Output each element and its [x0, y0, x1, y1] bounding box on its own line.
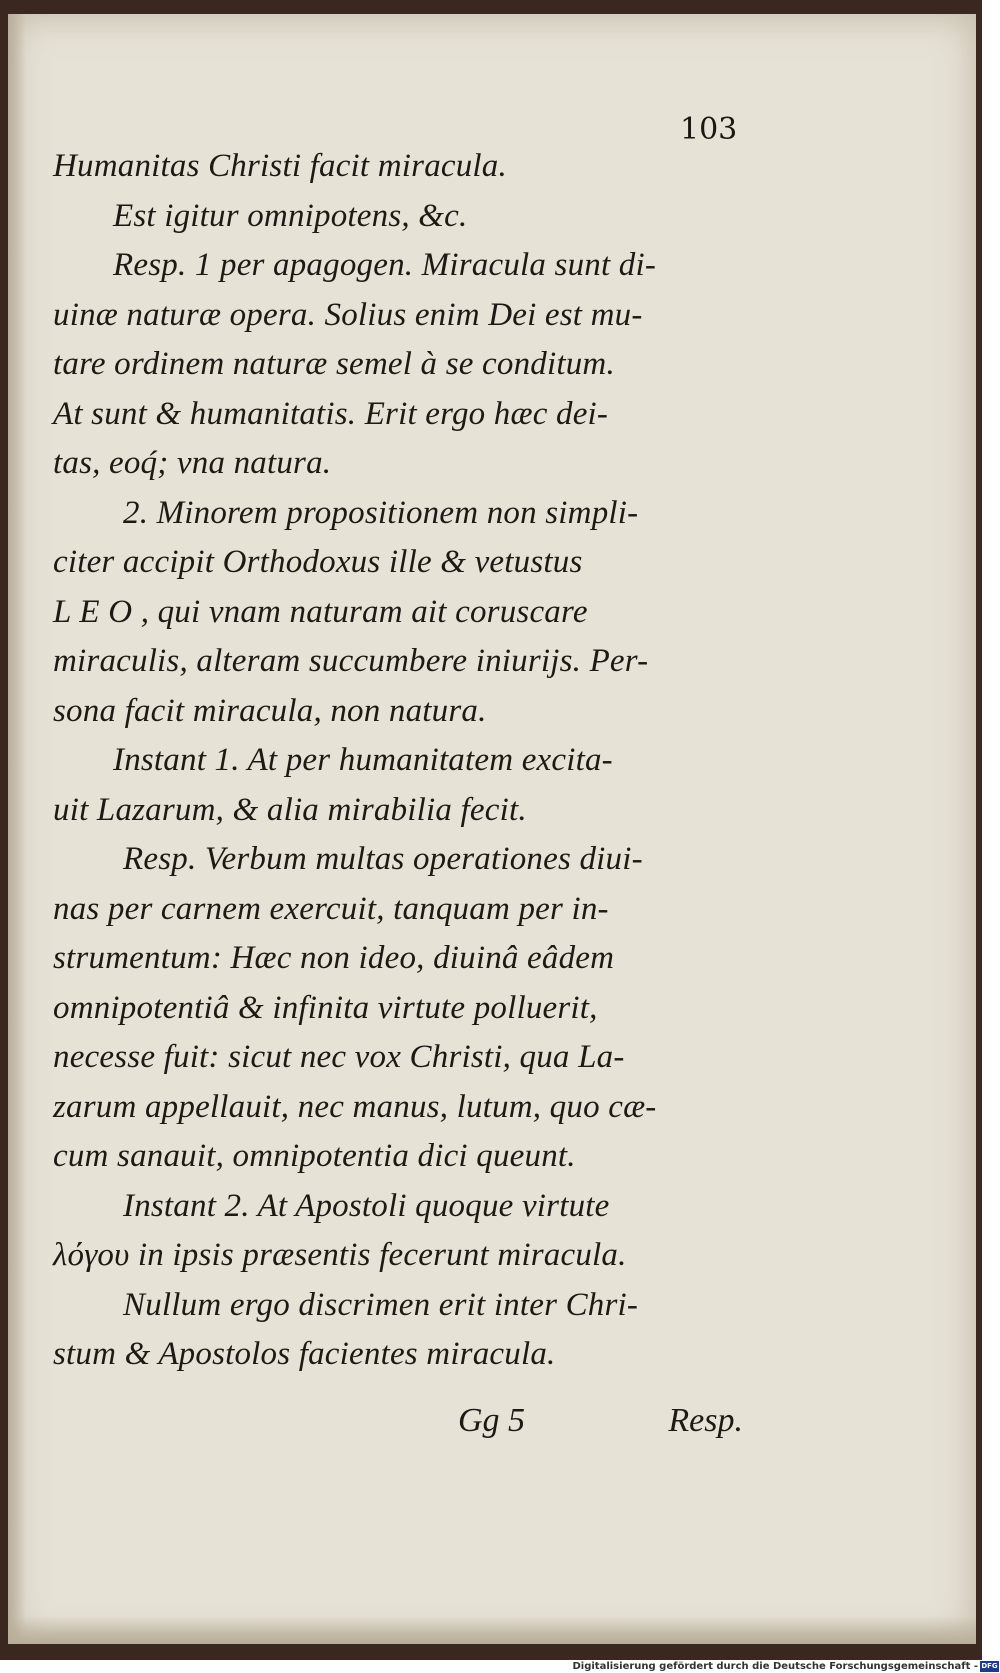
- text-line: uinæ naturæ opera. Solius enim Dei est mu-: [53, 296, 643, 333]
- text-line: zarum appellauit, nec manus, lutum, quo cæ-: [53, 1088, 657, 1125]
- catchword: Resp.: [668, 1402, 743, 1439]
- text-line: strumentum: Hæc non ideo, diuinâ eâdem: [53, 940, 615, 976]
- text-line: cum sanauit, omnipotentia dici queunt.: [53, 1138, 576, 1174]
- text-line: Instant 1. At per humanitatem excita-: [113, 742, 613, 778]
- text-line: Instant 2. At Apostoli quoque virtute: [123, 1187, 610, 1224]
- text-line: necesse fuit: sicut nec vox Christi, qua La-: [53, 1039, 625, 1075]
- text-line: 2. Minorem propositionem non simpli-: [123, 494, 639, 531]
- text-line: citer accipit Orthodoxus ille & vetustus: [53, 544, 583, 580]
- text-line: Est igitur omnipotens, &c.: [113, 197, 468, 234]
- dfg-logo-icon: DFG: [981, 1662, 998, 1670]
- text-line: At sunt & humanitatis. Erit ergo hæc dei-: [53, 395, 609, 432]
- text-line: Resp. Verbum multas operationes diui-: [123, 841, 643, 877]
- text-line: uit Lazarum, & alia mirabilia fecit.: [53, 791, 527, 828]
- text-line: Humanitas Christi facit miracula.: [53, 148, 507, 184]
- text-line: L E O , qui vnam naturam ait coruscare: [53, 593, 588, 630]
- page-edge-shadow: [8, 14, 26, 1644]
- page-footer: [53, 1402, 743, 1452]
- text-line: omnipotentiâ & infinita virtute polluerit,: [53, 989, 598, 1026]
- body-text: [53, 142, 743, 1380]
- text-line: Resp. 1 per apagogen. Miracula sunt di-: [113, 247, 657, 283]
- digitization-credit: Digitalisierung gefördert durch die Deutsche Forschungsgemeinschaft -: [572, 1661, 978, 1672]
- text-line: tare ordinem naturæ semel à se conditum.: [53, 346, 615, 382]
- text-line: stum & Apostolos facientes miracula.: [53, 1336, 556, 1372]
- text-line: Nullum ergo discrimen erit inter Chri-: [123, 1286, 639, 1323]
- page-bottom-shadow: [8, 1616, 976, 1644]
- text-line: miraculis, alteram succumbere iniurijs. Per-: [53, 643, 649, 679]
- book-page: [8, 14, 976, 1644]
- text-line: nas per carnem exercuit, tanquam per in-: [53, 890, 609, 927]
- page-number: 103: [680, 112, 738, 147]
- text-line: λόγου in ipsis præsentis fecerunt miracula.: [53, 1237, 627, 1273]
- signature-mark: Gg 5: [458, 1402, 526, 1439]
- text-line: tas, eoq́; vna natura.: [53, 445, 332, 481]
- credit-bar: [0, 1660, 1000, 1673]
- text-line: sona facit miracula, non natura.: [53, 692, 487, 729]
